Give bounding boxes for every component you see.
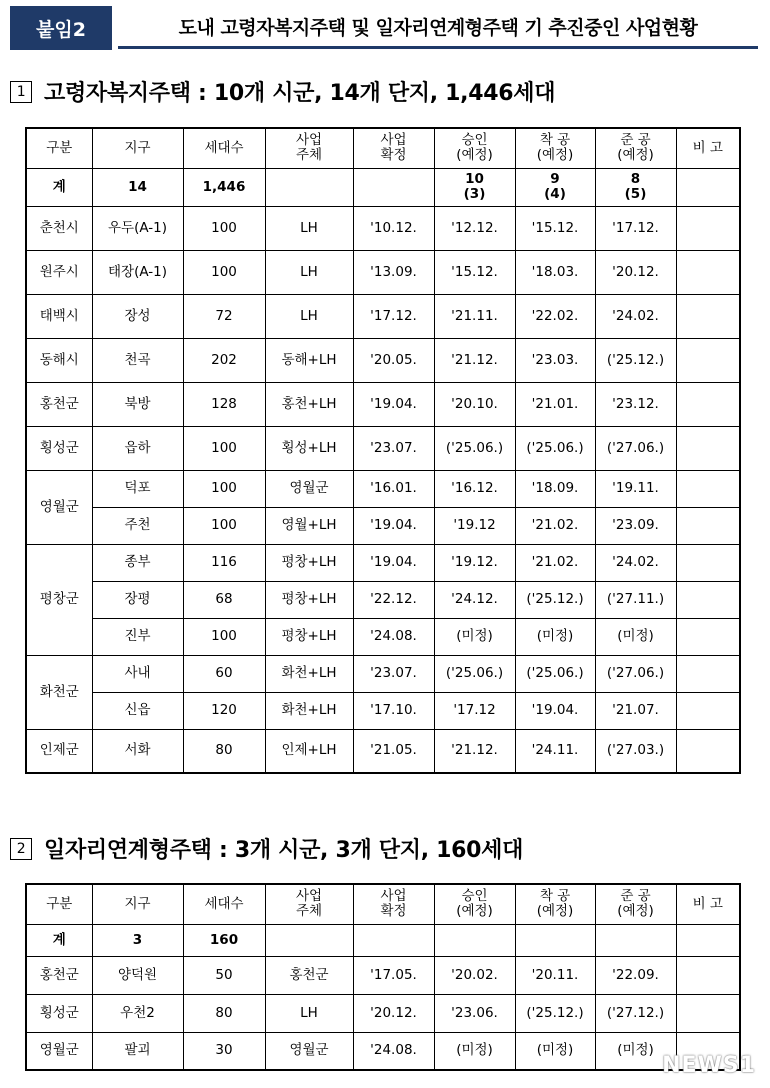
district-cell: 북방 [92, 382, 183, 426]
confirmed-cell: '17.05. [353, 956, 434, 994]
construction-cell: ('25.12.) [515, 581, 595, 618]
operator-cell: 홍천군 [265, 956, 353, 994]
households-cell: 100 [183, 507, 265, 544]
table-row [26, 956, 740, 994]
completion-cell: '22.09. [595, 956, 676, 994]
total-district: 14 [92, 168, 183, 206]
confirmed-cell: '23.07. [353, 426, 434, 470]
region-cell: 영월군 [26, 470, 92, 544]
confirmed-cell: '23.07. [353, 655, 434, 692]
confirmed-cell: '22.12. [353, 581, 434, 618]
region-cell: 홍천군 [26, 382, 92, 426]
section-1-heading: 고령자복지주택 : 10개 시군, 14개 단지, 1,446세대 [44, 81, 556, 106]
table-row [26, 544, 740, 581]
column-header-remarks: 비 고 [676, 128, 740, 168]
column-header-confirmed-line: 사업 [380, 132, 407, 149]
construction-cell: '24.11. [515, 729, 595, 773]
table-row [26, 729, 740, 773]
column-header-completion-line: 준 공 [620, 132, 651, 149]
approval-cell: '17.12 [434, 692, 515, 729]
operator-cell: 영월군 [265, 470, 353, 507]
column-header-approval-line: 승인 [461, 132, 488, 149]
region-cell: 인제군 [26, 729, 92, 773]
district-cell: 천곡 [92, 338, 183, 382]
operator-cell: 평창+LH [265, 544, 353, 581]
completion-cell: ('25.12.) [595, 338, 676, 382]
approval-cell: (미정) [434, 1032, 515, 1070]
households-cell: 100 [183, 206, 265, 250]
column-header-construction-line: 착 공 [539, 888, 571, 905]
approval-cell: ('25.06.) [434, 655, 515, 692]
remarks-cell [676, 618, 740, 655]
region-cell: 영월군 [26, 1032, 92, 1070]
attachment-badge: 붙임2 [10, 6, 112, 50]
district-cell: 우천2 [92, 994, 183, 1032]
district-cell: 신읍 [92, 692, 183, 729]
total-operator [265, 168, 353, 206]
section-2-heading: 일자리연계형주택 : 3개 시군, 3개 단지, 160세대 [44, 838, 524, 863]
approval-cell: '21.12. [434, 338, 515, 382]
elderly-housing-table [25, 127, 741, 774]
confirmed-cell: '24.08. [353, 618, 434, 655]
column-header-approval-line: (예정) [456, 903, 493, 920]
confirmed-cell: '20.12. [353, 994, 434, 1032]
district-cell: 우두(A-1) [92, 206, 183, 250]
table-row [26, 507, 740, 544]
construction-cell: '18.09. [515, 470, 595, 507]
households-cell: 30 [183, 1032, 265, 1070]
remarks-cell [676, 206, 740, 250]
district-cell: 장평 [92, 581, 183, 618]
table-row [26, 692, 740, 729]
total-confirmed [353, 168, 434, 206]
operator-cell: 홍천+LH [265, 382, 353, 426]
completion-cell: (미정) [595, 1032, 676, 1070]
completion-cell: '17.12. [595, 206, 676, 250]
approval-cell: '15.12. [434, 250, 515, 294]
district-cell: 종부 [92, 544, 183, 581]
confirmed-cell: '24.08. [353, 1032, 434, 1070]
approval-cell: '20.02. [434, 956, 515, 994]
district-cell: 진부 [92, 618, 183, 655]
confirmed-cell: '16.01. [353, 470, 434, 507]
total-construction-line: (4) [544, 186, 566, 202]
confirmed-cell: '20.05. [353, 338, 434, 382]
completion-cell: ('27.06.) [595, 655, 676, 692]
district-cell: 팔괴 [92, 1032, 183, 1070]
confirmed-cell: '13.09. [353, 250, 434, 294]
confirmed-cell: '19.04. [353, 507, 434, 544]
district-cell: 장성 [92, 294, 183, 338]
households-cell: 68 [183, 581, 265, 618]
table-row [26, 470, 740, 507]
households-cell: 100 [183, 618, 265, 655]
table-row [26, 655, 740, 692]
remarks-cell [676, 994, 740, 1032]
approval-cell: '21.12. [434, 729, 515, 773]
households-cell: 116 [183, 544, 265, 581]
column-header-completion-line: 준 공 [620, 888, 651, 905]
total-construction-line: 9 [550, 171, 560, 187]
total-label: 계 [26, 168, 92, 206]
total-households: 160 [183, 924, 265, 956]
district-cell: 태장(A-1) [92, 250, 183, 294]
column-header-construction [515, 884, 595, 924]
total-approval-line: (3) [463, 186, 486, 202]
total-approval-line: 10 [465, 171, 484, 187]
remarks-cell [676, 544, 740, 581]
approval-cell: '19.12 [434, 507, 515, 544]
remarks-cell [676, 470, 740, 507]
completion-cell: ('27.06.) [595, 426, 676, 470]
completion-cell: '23.12. [595, 382, 676, 426]
households-cell: 100 [183, 250, 265, 294]
section-1-title [10, 76, 555, 107]
column-header-approval [434, 884, 515, 924]
column-header-completion [595, 128, 676, 168]
construction-cell: '20.11. [515, 956, 595, 994]
table-header-row [26, 128, 740, 168]
households-cell: 50 [183, 956, 265, 994]
district-cell: 덕포 [92, 470, 183, 507]
operator-cell: LH [265, 250, 353, 294]
column-header-district: 지구 [92, 884, 183, 924]
section-2-number: 2 [10, 838, 32, 860]
operator-cell: 횡성+LH [265, 426, 353, 470]
total-construction [515, 924, 595, 956]
construction-cell: '15.12. [515, 206, 595, 250]
total-approval [434, 168, 515, 206]
column-header-district: 지구 [92, 128, 183, 168]
column-header-region: 구분 [26, 884, 92, 924]
column-header-confirmed-line: 확정 [380, 147, 407, 164]
total-households: 1,446 [183, 168, 265, 206]
column-header-households: 세대수 [183, 128, 265, 168]
households-cell: 100 [183, 470, 265, 507]
district-cell: 사내 [92, 655, 183, 692]
remarks-cell [676, 507, 740, 544]
column-header-completion [595, 884, 676, 924]
column-header-construction-line: 착 공 [539, 132, 571, 149]
approval-cell: (미정) [434, 618, 515, 655]
table-total-row [26, 924, 740, 956]
column-header-completion-line: (예정) [617, 147, 654, 164]
column-header-confirmed-line: 사업 [380, 888, 407, 905]
confirmed-cell: '21.05. [353, 729, 434, 773]
total-operator [265, 924, 353, 956]
households-cell: 120 [183, 692, 265, 729]
total-confirmed [353, 924, 434, 956]
remarks-cell [676, 426, 740, 470]
total-approval [434, 924, 515, 956]
column-header-construction-line: (예정) [536, 147, 574, 164]
table-row [26, 426, 740, 470]
approval-cell: '19.12. [434, 544, 515, 581]
total-completion [595, 168, 676, 206]
table-row [26, 618, 740, 655]
construction-cell: ('25.06.) [515, 655, 595, 692]
column-header-completion-line: (예정) [617, 903, 654, 920]
column-header-approval-line: 승인 [461, 888, 488, 905]
confirmed-cell: '10.12. [353, 206, 434, 250]
news-watermark: NEWS1 [662, 1052, 756, 1078]
table-header-row [26, 884, 740, 924]
remarks-cell [676, 581, 740, 618]
confirmed-cell: '17.12. [353, 294, 434, 338]
construction-cell: '23.03. [515, 338, 595, 382]
column-header-operator [265, 884, 353, 924]
operator-cell: 영월군 [265, 1032, 353, 1070]
confirmed-cell: '19.04. [353, 382, 434, 426]
column-header-region: 구분 [26, 128, 92, 168]
column-header-remarks: 비 고 [676, 884, 740, 924]
total-remarks [676, 168, 740, 206]
completion-cell: '21.07. [595, 692, 676, 729]
households-cell: 128 [183, 382, 265, 426]
operator-cell: 평창+LH [265, 581, 353, 618]
section-1-number: 1 [10, 81, 32, 103]
completion-cell: ('27.03.) [595, 729, 676, 773]
table-row [26, 294, 740, 338]
operator-cell: LH [265, 206, 353, 250]
households-cell: 100 [183, 426, 265, 470]
construction-cell: '19.04. [515, 692, 595, 729]
completion-cell: '23.09. [595, 507, 676, 544]
region-cell: 화천군 [26, 655, 92, 729]
households-cell: 202 [183, 338, 265, 382]
total-construction [515, 168, 595, 206]
district-cell: 읍하 [92, 426, 183, 470]
operator-cell: 인제+LH [265, 729, 353, 773]
construction-cell: (미정) [515, 618, 595, 655]
completion-cell: ('27.11.) [595, 581, 676, 618]
column-header-operator [265, 128, 353, 168]
remarks-cell [676, 382, 740, 426]
households-cell: 72 [183, 294, 265, 338]
remarks-cell [676, 655, 740, 692]
construction-cell: ('25.06.) [515, 426, 595, 470]
total-completion-line: (5) [624, 186, 647, 202]
operator-cell: 동해+LH [265, 338, 353, 382]
operator-cell: LH [265, 994, 353, 1032]
region-cell: 횡성군 [26, 426, 92, 470]
table-row [26, 581, 740, 618]
remarks-cell [676, 294, 740, 338]
column-header-approval-line: (예정) [456, 147, 493, 164]
column-header-households: 세대수 [183, 884, 265, 924]
page-title: 도내 고령자복지주택 및 일자리연계형주택 기 추진중인 사업현황 [118, 6, 758, 49]
region-cell: 태백시 [26, 294, 92, 338]
column-header-operator-line: 주체 [295, 147, 323, 164]
construction-cell: '21.02. [515, 507, 595, 544]
region-cell: 평창군 [26, 544, 92, 655]
approval-cell: '20.10. [434, 382, 515, 426]
confirmed-cell: '17.10. [353, 692, 434, 729]
region-cell: 홍천군 [26, 956, 92, 994]
construction-cell: '22.02. [515, 294, 595, 338]
region-cell: 춘천시 [26, 206, 92, 250]
remarks-cell [676, 250, 740, 294]
approval-cell: ('25.06.) [434, 426, 515, 470]
section-2-title [10, 833, 523, 864]
operator-cell: 영월+LH [265, 507, 353, 544]
column-header-confirmed-line: 확정 [380, 903, 407, 920]
construction-cell: ('25.12.) [515, 994, 595, 1032]
district-cell: 주천 [92, 507, 183, 544]
completion-cell: '20.12. [595, 250, 676, 294]
column-header-construction-line: (예정) [536, 903, 574, 920]
job-linked-housing-table [25, 883, 741, 1071]
remarks-cell [676, 692, 740, 729]
completion-cell: ('27.12.) [595, 994, 676, 1032]
approval-cell: '12.12. [434, 206, 515, 250]
operator-cell: 화천+LH [265, 655, 353, 692]
completion-cell: '24.02. [595, 294, 676, 338]
region-cell: 원주시 [26, 250, 92, 294]
column-header-confirmed [353, 128, 434, 168]
district-cell: 서화 [92, 729, 183, 773]
region-cell: 횡성군 [26, 994, 92, 1032]
table-row [26, 382, 740, 426]
construction-cell: '21.02. [515, 544, 595, 581]
remarks-cell [676, 338, 740, 382]
column-header-operator-line: 사업 [295, 888, 323, 905]
table-total-row [26, 168, 740, 206]
construction-cell: '18.03. [515, 250, 595, 294]
table-row [26, 338, 740, 382]
column-header-operator-line: 주체 [295, 903, 323, 920]
column-header-confirmed [353, 884, 434, 924]
households-cell: 60 [183, 655, 265, 692]
construction-cell: (미정) [515, 1032, 595, 1070]
construction-cell: '21.01. [515, 382, 595, 426]
total-remarks [676, 924, 740, 956]
confirmed-cell: '19.04. [353, 544, 434, 581]
approval-cell: '23.06. [434, 994, 515, 1032]
approval-cell: '24.12. [434, 581, 515, 618]
operator-cell: 화천+LH [265, 692, 353, 729]
operator-cell: 평창+LH [265, 618, 353, 655]
approval-cell: '21.11. [434, 294, 515, 338]
column-header-operator-line: 사업 [295, 132, 323, 149]
total-label: 계 [26, 924, 92, 956]
completion-cell: (미정) [595, 618, 676, 655]
page-header [10, 6, 760, 50]
district-cell: 양덕원 [92, 956, 183, 994]
total-district: 3 [92, 924, 183, 956]
remarks-cell [676, 956, 740, 994]
column-header-construction [515, 128, 595, 168]
completion-cell: '19.11. [595, 470, 676, 507]
table-row [26, 994, 740, 1032]
remarks-cell [676, 729, 740, 773]
households-cell: 80 [183, 994, 265, 1032]
column-header-approval [434, 128, 515, 168]
total-completion [595, 924, 676, 956]
approval-cell: '16.12. [434, 470, 515, 507]
total-completion-line: 8 [630, 171, 641, 187]
region-cell: 동해시 [26, 338, 92, 382]
households-cell: 80 [183, 729, 265, 773]
table-row [26, 206, 740, 250]
table-row [26, 250, 740, 294]
completion-cell: '24.02. [595, 544, 676, 581]
operator-cell: LH [265, 294, 353, 338]
